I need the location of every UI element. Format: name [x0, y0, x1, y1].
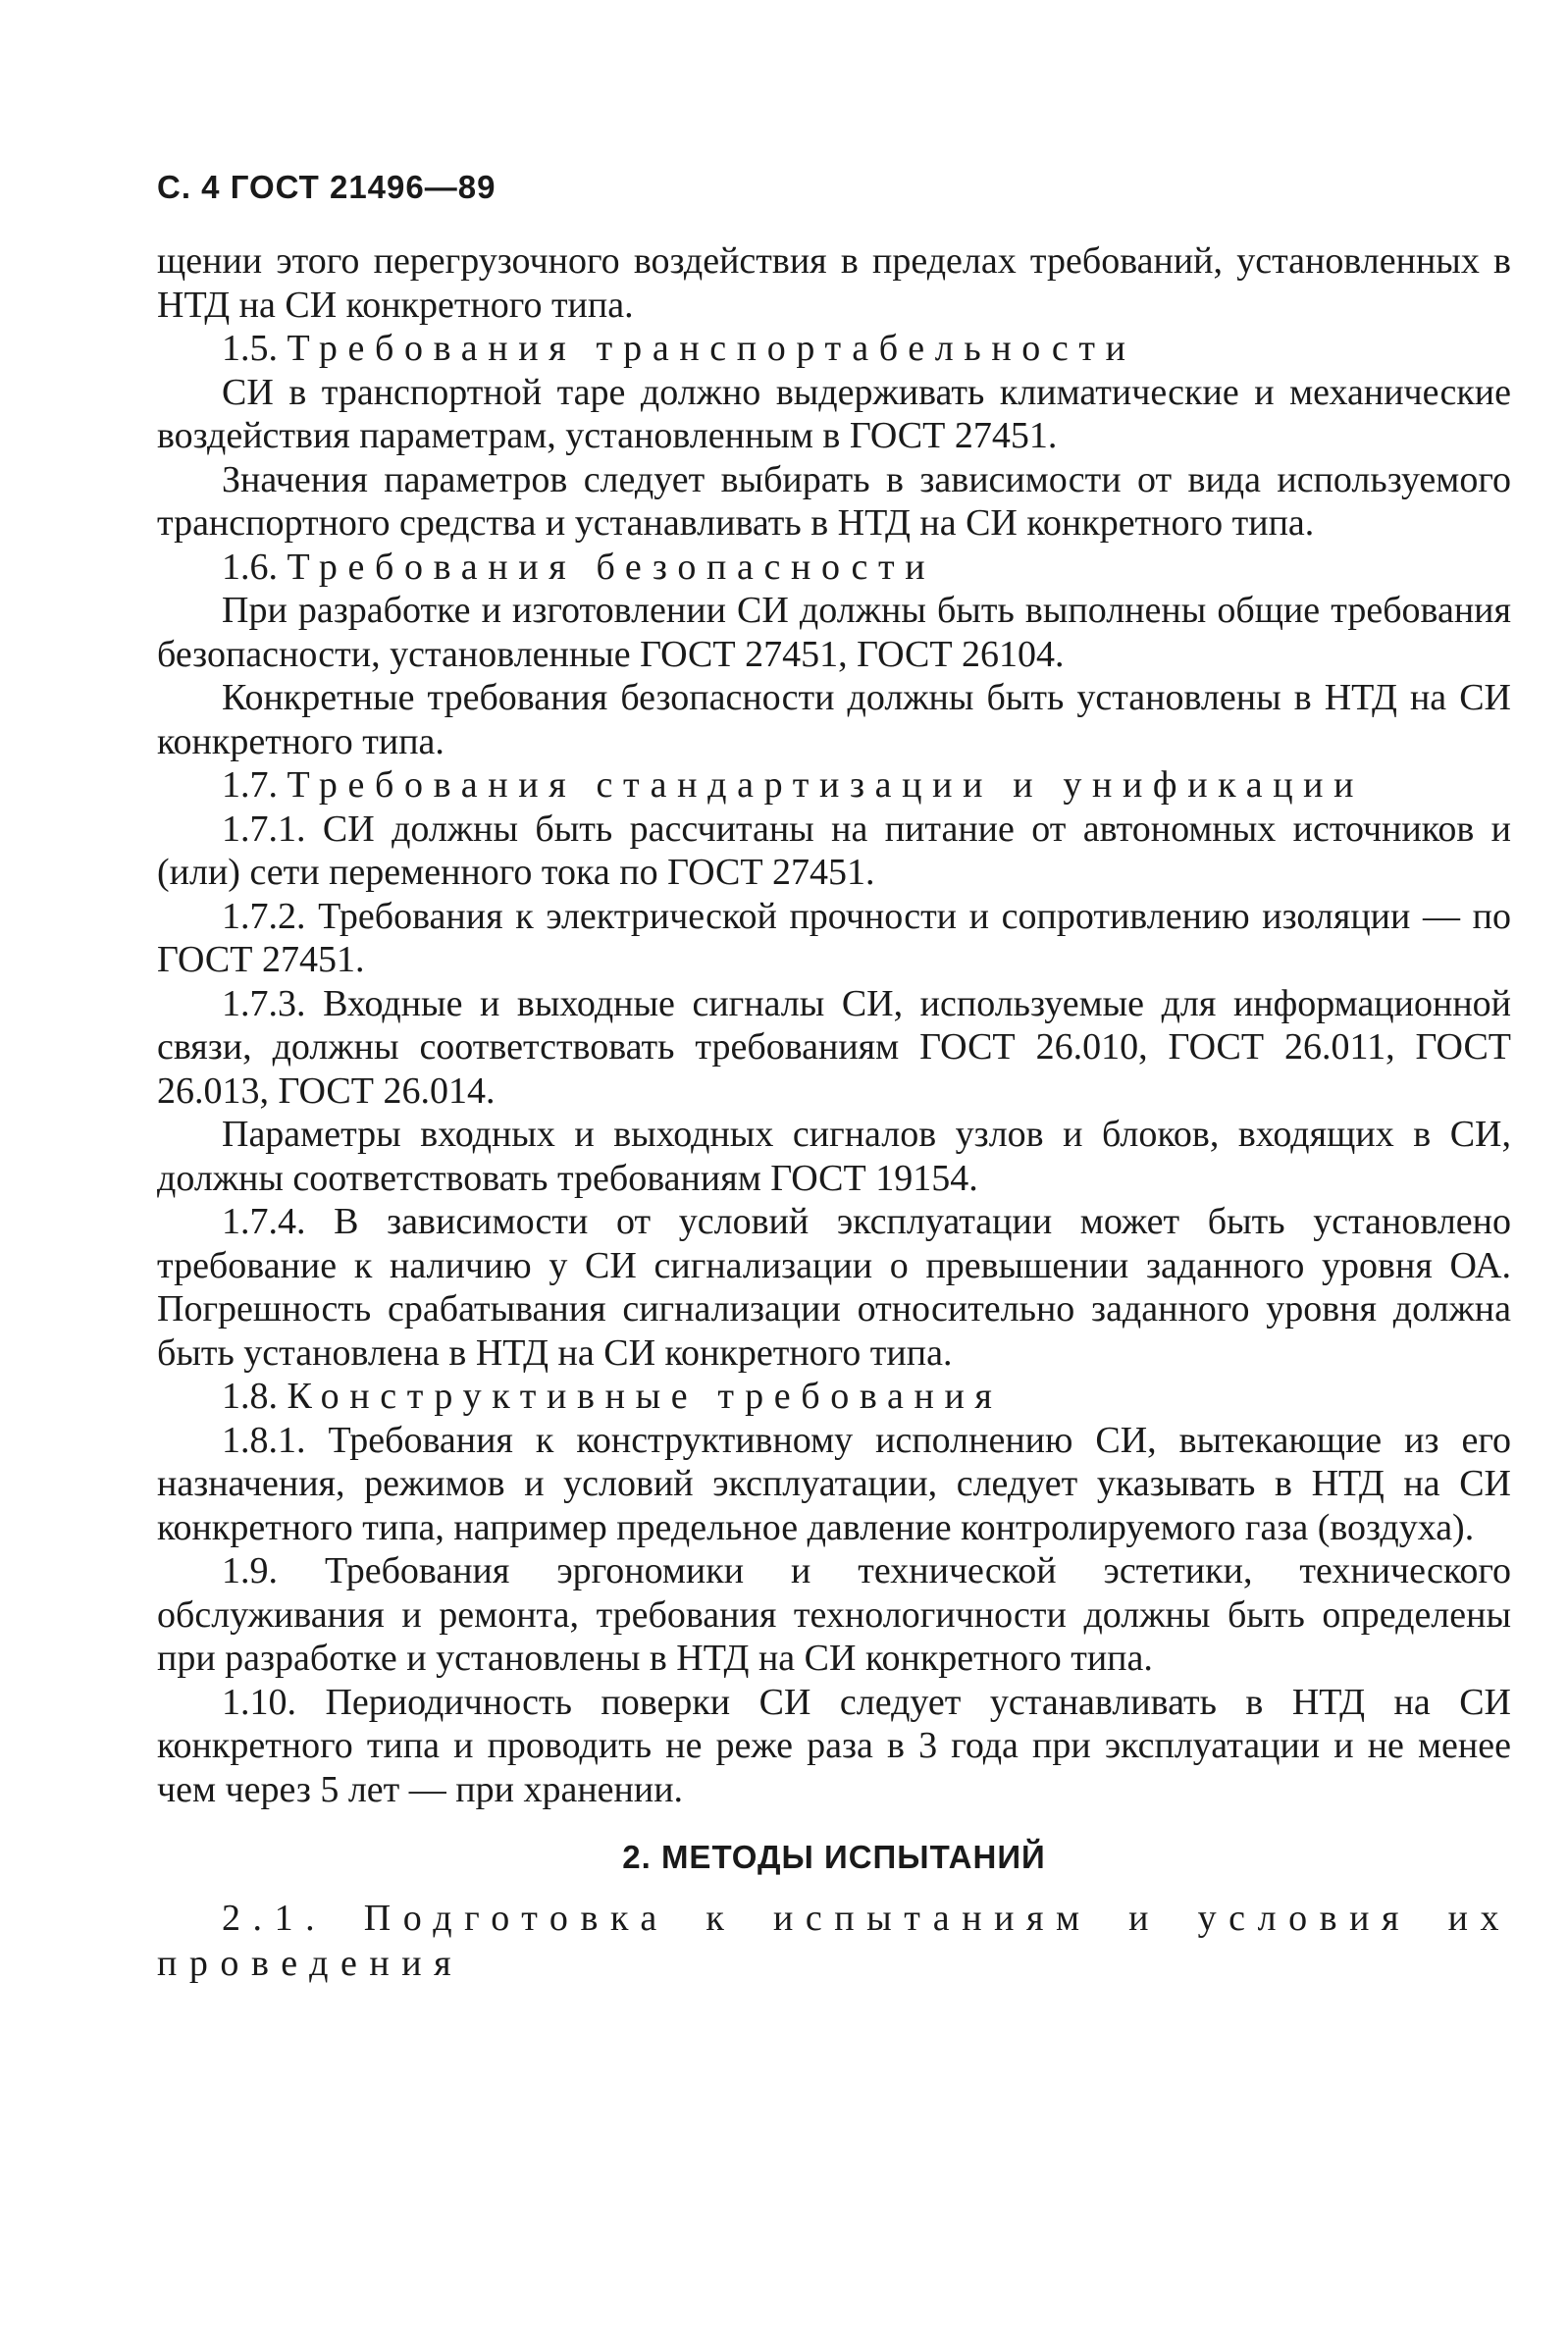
paragraph-1-7-1: 1.7.1. СИ должны быть рассчитаны на питание от автономных источников и (или) сети переменного тока по ГОСТ 27451.	[157, 808, 1511, 893]
heading-1-5-number: 1.5.	[222, 328, 278, 369]
heading-1-7-title: Требования стандартизации и унификации	[287, 764, 1365, 806]
paragraph-1-5-a: СИ в транспортной таре должно выдерживать климатические и механические воздействия параметрам, установленным в ГОСТ 27451.	[157, 371, 1511, 456]
heading-1-6	[157, 546, 1511, 590]
paragraph-continuation: щении этого перегрузочного воздействия в пределах требований, установленных в НТД на СИ конкретного типа.	[157, 240, 1511, 326]
document-page	[157, 147, 1511, 1986]
paragraph-1-10: 1.10. Периодичность поверки СИ следует устанавливать в НТД на СИ конкретного типа и проводить не реже раза в 3 года при эксплуатации и не менее чем через 5 лет — при хранении.	[157, 1681, 1511, 1810]
paragraph-1-6-b: Конкретные требования безопасности должны быть установлены в НТД на СИ конкретного типа.	[157, 677, 1511, 762]
paragraph-1-5-b: Значения параметров следует выбирать в зависимости от вида используемого транспортного средства и устанавливать в НТД на СИ конкретного типа.	[157, 458, 1511, 544]
paragraph-1-7-3-b: Параметры входных и выходных сигналов узлов и блоков, входящих в СИ, должны соответствовать требованиям ГОСТ 19154.	[157, 1114, 1511, 1199]
heading-1-7-number: 1.7.	[222, 764, 278, 806]
paragraph-1-9: 1.9. Требования эргономики и технической эстетики, технического обслуживания и ремонта, требования технологичности должны быть определены при разработке и установлены в НТД на СИ конкретного типа.	[157, 1550, 1511, 1679]
subsection-2-1-number: 2.1.	[222, 1898, 328, 1939]
section-2-title: 2. МЕТОДЫ ИСПЫТАНИЙ	[622, 1839, 1046, 1875]
page-header: С. 4 ГОСТ 21496—89	[157, 169, 497, 205]
paragraph-1-7-4: 1.7.4. В зависимости от условий эксплуатации может быть установлено требование к наличию у СИ сигнализации о превышении заданного уровня ОА. Погрешность срабатывания сигнализации относительно заданного уровня должна быть установлена в НТД на СИ конкретного типа.	[157, 1201, 1511, 1374]
paragraph-1-7-3: 1.7.3. Входные и выходные сигналы СИ, используемые для информационной связи, должны соответствовать требованиям ГОСТ 26.010, ГОСТ 26.011, ГОСТ 26.013, ГОСТ 26.014.	[157, 982, 1511, 1112]
heading-1-6-title: Требования безопасности	[287, 546, 936, 588]
heading-1-8	[157, 1375, 1511, 1419]
heading-1-8-number: 1.8.	[222, 1376, 278, 1417]
paragraph-1-6-a: При разработке и изготовлении СИ должны быть выполнены общие требования безопасности, установленные ГОСТ 27451, ГОСТ 26104.	[157, 590, 1511, 675]
paragraph-1-7-2: 1.7.2. Требования к электрической прочности и сопротивлению изоляции — по ГОСТ 27451.	[157, 895, 1511, 980]
heading-1-7	[157, 763, 1511, 808]
subsection-2-1	[157, 1896, 1511, 1986]
heading-1-5-title: Требования транспортабельности	[287, 328, 1136, 369]
heading-1-8-title: Конструктивные требования	[287, 1376, 1003, 1417]
heading-1-5	[157, 327, 1511, 371]
subsection-2-1-title: Подготовка к испытаниям и условия их проведения	[157, 1898, 1511, 1984]
heading-1-6-number: 1.6.	[222, 546, 278, 588]
paragraph-1-8-1: 1.8.1. Требования к конструктивному исполнению СИ, вытекающие из его назначения, режимов и условий эксплуатации, следует указывать в НТД на СИ конкретного типа, например предельное давление контролируемого газа (воздуха).	[157, 1419, 1511, 1548]
